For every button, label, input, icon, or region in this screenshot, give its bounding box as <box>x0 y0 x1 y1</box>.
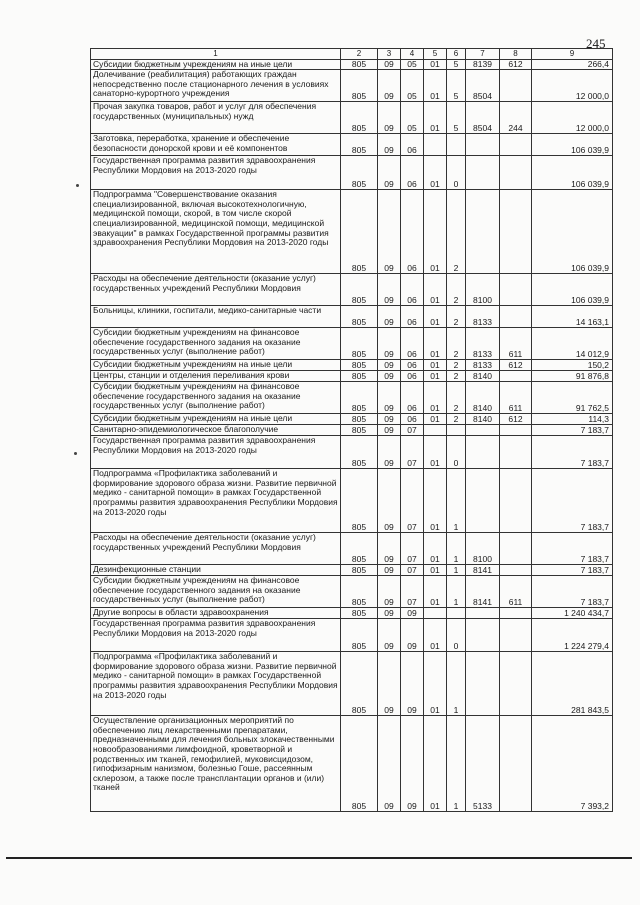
row-name: Государственная программа развития здравоохранения Республики Мордовия на 2013-2020 годы <box>91 436 341 469</box>
code-cell: 07 <box>401 565 424 576</box>
table-row <box>91 382 613 414</box>
code-cell: 06 <box>401 134 424 156</box>
amount-cell: 266,4 <box>532 59 613 70</box>
code-cell: 06 <box>401 328 424 360</box>
code-cell <box>500 371 532 382</box>
table-row <box>91 565 613 576</box>
code-cell: 805 <box>341 716 378 812</box>
code-cell: 8140 <box>466 371 500 382</box>
code-cell: 06 <box>401 274 424 306</box>
code-cell <box>447 608 466 619</box>
code-cell <box>466 469 500 533</box>
code-cell: 01 <box>424 156 447 190</box>
code-cell: 09 <box>378 425 401 436</box>
table-row <box>91 414 613 425</box>
code-cell: 06 <box>401 306 424 328</box>
code-cell: 805 <box>341 576 378 608</box>
table-row <box>91 371 613 382</box>
code-cell: 09 <box>378 576 401 608</box>
code-cell: 09 <box>378 156 401 190</box>
code-cell: 1 <box>447 565 466 576</box>
amount-cell: 12 000,0 <box>532 70 613 102</box>
code-cell: 805 <box>341 565 378 576</box>
code-cell: 805 <box>341 652 378 716</box>
code-cell: 2 <box>447 328 466 360</box>
code-cell: 805 <box>341 619 378 652</box>
code-cell <box>424 425 447 436</box>
code-cell: 2 <box>447 306 466 328</box>
code-cell: 09 <box>401 716 424 812</box>
row-name: Субсидии бюджетным учреждениям на иные цели <box>91 59 341 70</box>
row-name: Подпрограмма «Профилактика заболеваний и формирование здорового образа жизни. Развитие первичной медико - санитарной помощи» в рамках Государственной программы развития здравоохранения Республики Мордовия на 2013-2020 годы <box>91 652 341 716</box>
table-row <box>91 533 613 565</box>
code-cell <box>466 608 500 619</box>
code-cell: 09 <box>378 436 401 469</box>
row-name: Субсидии бюджетным учреждениям на иные цели <box>91 360 341 371</box>
code-cell: 5133 <box>466 716 500 812</box>
code-cell: 01 <box>424 716 447 812</box>
amount-cell: 7 183,7 <box>532 576 613 608</box>
code-cell <box>500 134 532 156</box>
code-cell: 01 <box>424 190 447 274</box>
code-cell: 8140 <box>466 414 500 425</box>
code-cell: 805 <box>341 274 378 306</box>
code-cell: 09 <box>378 382 401 414</box>
table-row <box>91 190 613 274</box>
code-cell: 01 <box>424 274 447 306</box>
code-cell: 09 <box>378 414 401 425</box>
margin-dot <box>76 184 79 187</box>
row-name: Субсидии бюджетным учреждениям на финансовое обеспечение государственного задания на оказание государственных услуг (выполнение работ) <box>91 382 341 414</box>
code-cell: 01 <box>424 306 447 328</box>
code-cell: 8141 <box>466 576 500 608</box>
code-cell: 8141 <box>466 565 500 576</box>
code-cell: 805 <box>341 70 378 102</box>
code-cell: 01 <box>424 652 447 716</box>
code-cell: 8133 <box>466 360 500 371</box>
code-cell: 01 <box>424 414 447 425</box>
code-cell: 09 <box>378 102 401 134</box>
code-cell: 805 <box>341 328 378 360</box>
code-cell: 805 <box>341 306 378 328</box>
code-cell: 09 <box>401 619 424 652</box>
row-name: Дезинфекционные станции <box>91 565 341 576</box>
amount-cell: 7 183,7 <box>532 469 613 533</box>
code-cell <box>447 425 466 436</box>
code-cell: 06 <box>401 190 424 274</box>
code-cell: 2 <box>447 382 466 414</box>
code-cell: 01 <box>424 70 447 102</box>
code-cell <box>500 533 532 565</box>
code-cell: 05 <box>401 70 424 102</box>
code-cell: 09 <box>378 70 401 102</box>
column-header: 9 <box>532 49 613 60</box>
code-cell: 8139 <box>466 59 500 70</box>
code-cell: 09 <box>378 371 401 382</box>
code-cell: 01 <box>424 102 447 134</box>
code-cell <box>500 652 532 716</box>
code-cell <box>500 274 532 306</box>
code-cell: 8100 <box>466 533 500 565</box>
code-cell <box>500 619 532 652</box>
row-name: Субсидии бюджетным учреждениям на финансовое обеспечение государственного задания на оказание государственных услуг (выполнение работ) <box>91 328 341 360</box>
code-cell: 244 <box>500 102 532 134</box>
column-header: 5 <box>424 49 447 60</box>
code-cell: 01 <box>424 328 447 360</box>
amount-cell: 106 039,9 <box>532 274 613 306</box>
row-name: Осуществление организационных мероприятий по обеспечению лиц лекарственными препаратами, предназначенными для лечения больных злокачественными новообразованиями лимфоидной, кроветворной и родственных им тканей, гемофилией, муковисцидозом, гипофизарным нанизмом, болезнью Гоше, рассеянным склерозом, а также после трансплантации органов и (или) тканей <box>91 716 341 812</box>
page-number: 245 <box>586 36 606 51</box>
code-cell: 09 <box>378 59 401 70</box>
code-cell: 2 <box>447 414 466 425</box>
table-row <box>91 102 613 134</box>
code-cell: 805 <box>341 533 378 565</box>
column-header: 1 <box>91 49 341 60</box>
code-cell: 06 <box>401 360 424 371</box>
code-cell: 1 <box>447 652 466 716</box>
code-cell: 8140 <box>466 382 500 414</box>
table-row <box>91 608 613 619</box>
column-header: 4 <box>401 49 424 60</box>
code-cell: 09 <box>378 190 401 274</box>
row-name: Центры, станции и отделения переливания крови <box>91 371 341 382</box>
amount-cell: 106 039,9 <box>532 190 613 274</box>
code-cell: 09 <box>401 652 424 716</box>
row-name: Расходы на обеспечение деятельности (оказание услуг) государственных учреждений Республики Мордовия <box>91 533 341 565</box>
row-name: Долечивание (реабилитация) работающих граждан непосредственно после стационарного лечения в условиях санаторно-курортного учреждения <box>91 70 341 102</box>
code-cell: 06 <box>401 382 424 414</box>
code-cell: 09 <box>378 274 401 306</box>
code-cell: 09 <box>378 716 401 812</box>
row-name: Расходы на обеспечение деятельности (оказание услуг) государственных учреждений Республики Мордовия <box>91 274 341 306</box>
code-cell: 805 <box>341 102 378 134</box>
code-cell: 09 <box>378 652 401 716</box>
amount-cell: 14 012,9 <box>532 328 613 360</box>
code-cell <box>500 436 532 469</box>
code-cell: 805 <box>341 134 378 156</box>
code-cell: 09 <box>378 306 401 328</box>
table-row <box>91 576 613 608</box>
code-cell <box>500 716 532 812</box>
code-cell: 06 <box>401 371 424 382</box>
code-cell: 805 <box>341 436 378 469</box>
column-header: 2 <box>341 49 378 60</box>
amount-cell: 106 039,9 <box>532 134 613 156</box>
column-header: 6 <box>447 49 466 60</box>
code-cell: 01 <box>424 565 447 576</box>
code-cell: 05 <box>401 59 424 70</box>
amount-cell: 7 183,7 <box>532 425 613 436</box>
table-row <box>91 619 613 652</box>
code-cell: 07 <box>401 469 424 533</box>
table-row <box>91 306 613 328</box>
code-cell: 09 <box>378 328 401 360</box>
table-row <box>91 134 613 156</box>
code-cell: 611 <box>500 576 532 608</box>
column-header: 8 <box>500 49 532 60</box>
table-row <box>91 436 613 469</box>
code-cell <box>500 469 532 533</box>
row-name: Заготовка, переработка, хранение и обеспечение безопасности донорской крови и её компонентов <box>91 134 341 156</box>
code-cell <box>500 608 532 619</box>
row-name: Государственная программа развития здравоохранения Республики Мордовия на 2013-2020 годы <box>91 156 341 190</box>
code-cell: 09 <box>378 619 401 652</box>
code-cell: 8504 <box>466 70 500 102</box>
code-cell: 805 <box>341 382 378 414</box>
code-cell <box>466 134 500 156</box>
code-cell: 805 <box>341 425 378 436</box>
table-row <box>91 274 613 306</box>
row-name: Субсидии бюджетным учреждениям на финансовое обеспечение государственного задания на оказание государственных услуг (выполнение работ) <box>91 576 341 608</box>
amount-cell: 7 183,7 <box>532 565 613 576</box>
code-cell: 612 <box>500 414 532 425</box>
code-cell: 0 <box>447 436 466 469</box>
table-row <box>91 360 613 371</box>
amount-cell: 281 843,5 <box>532 652 613 716</box>
amount-cell: 91 762,5 <box>532 382 613 414</box>
code-cell: 01 <box>424 360 447 371</box>
amount-cell: 12 000,0 <box>532 102 613 134</box>
code-cell <box>466 652 500 716</box>
code-cell <box>424 134 447 156</box>
code-cell: 8100 <box>466 274 500 306</box>
code-cell: 805 <box>341 59 378 70</box>
code-cell: 01 <box>424 436 447 469</box>
code-cell <box>447 134 466 156</box>
table-row <box>91 70 613 102</box>
code-cell: 5 <box>447 59 466 70</box>
code-cell: 805 <box>341 371 378 382</box>
amount-cell: 114,3 <box>532 414 613 425</box>
code-cell: 611 <box>500 382 532 414</box>
code-cell: 09 <box>378 608 401 619</box>
table-row <box>91 156 613 190</box>
code-cell: 06 <box>401 156 424 190</box>
table-row <box>91 328 613 360</box>
code-cell: 09 <box>378 360 401 371</box>
code-cell: 01 <box>424 371 447 382</box>
code-cell: 09 <box>378 565 401 576</box>
amount-cell: 7 183,7 <box>532 533 613 565</box>
code-cell: 2 <box>447 190 466 274</box>
code-cell: 1 <box>447 576 466 608</box>
code-cell <box>500 306 532 328</box>
code-cell: 09 <box>378 469 401 533</box>
code-cell <box>466 425 500 436</box>
code-cell: 612 <box>500 360 532 371</box>
table-row <box>91 652 613 716</box>
margin-dot <box>74 452 77 455</box>
budget-table <box>90 48 613 812</box>
table-body <box>91 59 613 812</box>
code-cell: 01 <box>424 576 447 608</box>
code-cell: 0 <box>447 619 466 652</box>
code-cell: 07 <box>401 425 424 436</box>
code-cell: 01 <box>424 469 447 533</box>
code-cell <box>500 565 532 576</box>
amount-cell: 14 163,1 <box>532 306 613 328</box>
code-cell: 805 <box>341 469 378 533</box>
code-cell: 8133 <box>466 328 500 360</box>
code-cell: 2 <box>447 274 466 306</box>
table-row <box>91 59 613 70</box>
code-cell <box>424 608 447 619</box>
code-cell: 01 <box>424 533 447 565</box>
bottom-rule <box>6 857 632 859</box>
code-cell: 805 <box>341 190 378 274</box>
code-cell: 01 <box>424 619 447 652</box>
code-cell <box>500 156 532 190</box>
code-cell: 1 <box>447 469 466 533</box>
amount-cell: 150,2 <box>532 360 613 371</box>
code-cell <box>500 70 532 102</box>
row-name: Субсидии бюджетным учреждениям на иные цели <box>91 414 341 425</box>
code-cell <box>466 619 500 652</box>
amount-cell: 1 224 279,4 <box>532 619 613 652</box>
amount-cell: 7 393,2 <box>532 716 613 812</box>
amount-cell: 91 876,8 <box>532 371 613 382</box>
table-row <box>91 469 613 533</box>
code-cell: 07 <box>401 533 424 565</box>
code-cell: 06 <box>401 414 424 425</box>
code-cell: 805 <box>341 360 378 371</box>
code-cell: 805 <box>341 414 378 425</box>
code-cell: 0 <box>447 156 466 190</box>
code-cell: 01 <box>424 382 447 414</box>
row-name: Санитарно-эпидемиологическое благополучие <box>91 425 341 436</box>
code-cell: 1 <box>447 716 466 812</box>
amount-cell: 7 183,7 <box>532 436 613 469</box>
table-row <box>91 425 613 436</box>
table-row <box>91 716 613 812</box>
row-name: Прочая закупка товаров, работ и услуг для обеспечения государственных (муниципальных) нужд <box>91 102 341 134</box>
column-header: 3 <box>378 49 401 60</box>
code-cell: 8504 <box>466 102 500 134</box>
code-cell: 05 <box>401 102 424 134</box>
amount-cell: 106 039,9 <box>532 156 613 190</box>
row-name: Государственная программа развития здравоохранения Республики Мордовия на 2013-2020 годы <box>91 619 341 652</box>
code-cell: 07 <box>401 576 424 608</box>
code-cell: 805 <box>341 608 378 619</box>
code-cell: 2 <box>447 371 466 382</box>
code-cell: 612 <box>500 59 532 70</box>
code-cell <box>466 436 500 469</box>
column-header: 7 <box>466 49 500 60</box>
code-cell: 07 <box>401 436 424 469</box>
code-cell: 1 <box>447 533 466 565</box>
row-name: Подпрограмма "Совершенствование оказания специализированной, включая высокотехнологичную, медицинской помощи, скорой, в том числе скорой специализированной, медицинской помощи, медицинской эвакуации" в рамках Государственной программы развития здравоохранения Республики Мордовия на 2013-2020 годы <box>91 190 341 274</box>
code-cell <box>500 190 532 274</box>
code-cell: 09 <box>378 533 401 565</box>
code-cell: 805 <box>341 156 378 190</box>
code-cell: 01 <box>424 59 447 70</box>
code-cell: 09 <box>401 608 424 619</box>
code-cell: 5 <box>447 102 466 134</box>
row-name: Другие вопросы в области здравоохранения <box>91 608 341 619</box>
code-cell <box>466 156 500 190</box>
column-number-row <box>91 49 613 60</box>
amount-cell: 1 240 434,7 <box>532 608 613 619</box>
code-cell: 611 <box>500 328 532 360</box>
code-cell <box>500 425 532 436</box>
code-cell <box>466 190 500 274</box>
code-cell: 5 <box>447 70 466 102</box>
code-cell: 09 <box>378 134 401 156</box>
row-name: Больницы, клиники, госпитали, медико-санитарные части <box>91 306 341 328</box>
code-cell: 2 <box>447 360 466 371</box>
row-name: Подпрограмма «Профилактика заболеваний и формирование здорового образа жизни. Развитие первичной медико - санитарной помощи» в рамках Государственной программы развития здравоохранения Республики Мордовия на 2013-2020 годы <box>91 469 341 533</box>
code-cell: 8133 <box>466 306 500 328</box>
